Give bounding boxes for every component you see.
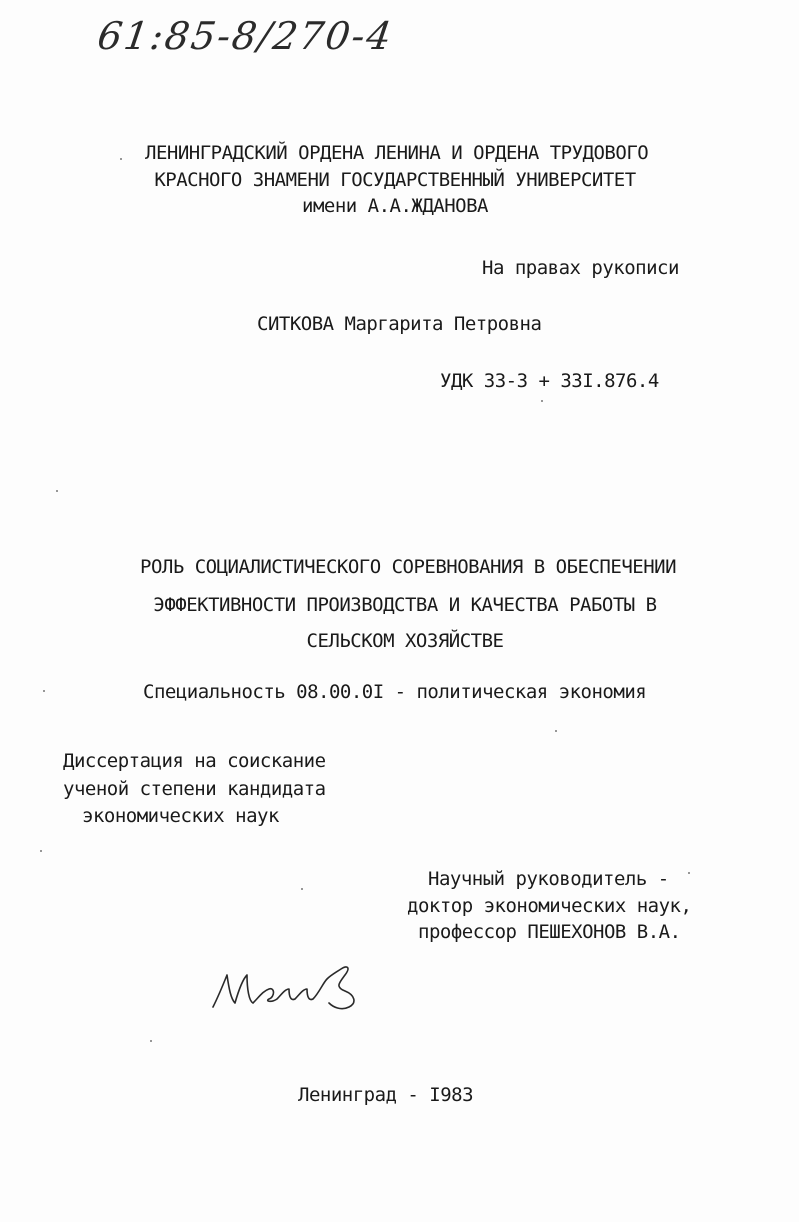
university-line-2: КРАСНОГО ЗНАМЕНИ ГОСУДАРСТВЕННЫЙ УНИВЕРСИТЕТ [154, 169, 636, 191]
scan-speck [150, 1040, 152, 1042]
specialty: Специальность 08.00.0I - политическая экономия [143, 681, 647, 703]
thesis-title-line-2: ЭФФЕКТИВНОСТИ ПРОИЗВОДСТВА И КАЧЕСТВА РАБОТЫ В [153, 594, 657, 616]
supervisor-line-3: профессор ПЕШЕХОНОВ В.А. [418, 921, 681, 943]
scan-speck [120, 158, 122, 160]
city-year: Ленинград - I983 [298, 1084, 474, 1106]
scan-speck [688, 872, 690, 874]
manuscript-rights: На правах рукописи [482, 257, 679, 279]
author-name: СИТКОВА Маргарита Петровна [257, 313, 542, 335]
signature [205, 945, 370, 1020]
thesis-title-line-1: РОЛЬ СОЦИАЛИСТИЧЕСКОГО СОРЕВНОВАНИЯ В ОБЕСПЕЧЕНИИ [140, 556, 677, 578]
scan-speck [541, 400, 543, 402]
university-line-3: имени А.А.ЖДАНОВА [302, 195, 488, 217]
archive-code: 61:85-8/270-4 [94, 14, 396, 58]
university-line-1: ЛЕНИНГРАДСКИЙ ОРДЕНА ЛЕНИНА И ОРДЕНА ТРУДОВОГО [145, 142, 649, 164]
supervisor-line-1: Научный руководитель - [428, 868, 669, 890]
scan-speck [43, 690, 45, 692]
supervisor-line-2: доктор экономических наук, [407, 895, 692, 917]
scan-speck [301, 888, 303, 890]
scan-speck [56, 490, 58, 492]
dissertation-line-3: экономических наук [82, 805, 279, 827]
dissertation-line-2: ученой степени кандидата [63, 778, 326, 800]
dissertation-line-1: Диссертация на соискание [63, 750, 326, 772]
scan-speck [555, 730, 557, 732]
udk-code: УДК 33-3 + 33I.876.4 [440, 370, 659, 392]
thesis-title-line-3: СЕЛЬСКОМ ХОЗЯЙСТВЕ [306, 630, 504, 652]
scan-speck [40, 850, 42, 852]
